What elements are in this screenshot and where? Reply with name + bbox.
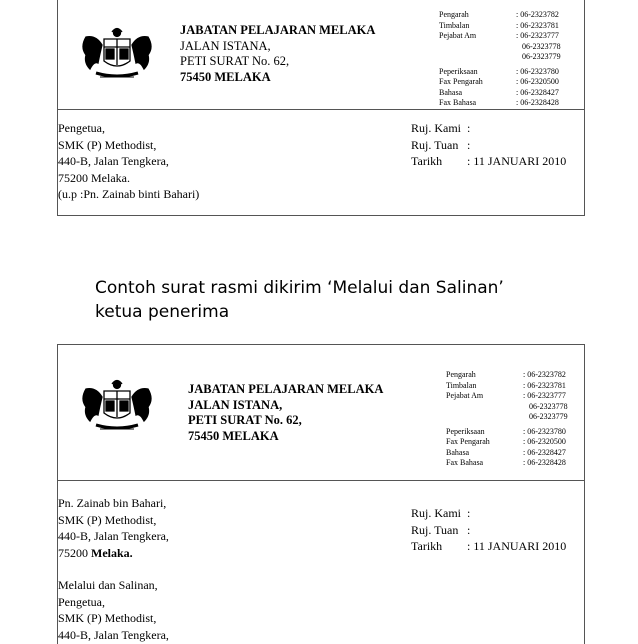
contact-row: Pengarah : 06-2323782 [446,370,566,379]
contact-row: Fax Pengarah : 06-2320500 [446,437,566,446]
org-postcode: 75450 MELAKA [188,428,279,443]
contact-row: Fax Bahasa : 06-2328428 [439,98,559,107]
recipient-line: 440-B, Jalan Tengkera, [58,529,169,543]
contact-row: Pejabat Am : 06-2323777 [446,391,566,400]
org-address [188,382,383,444]
contact-row: Bahasa : 06-2328427 [439,87,559,97]
letterhead [58,345,584,481]
contact-list [439,10,561,109]
recipient-line: Pn. Zainab bin Bahari, [58,496,167,510]
contact-row: Pengarah : 06-2323782 [439,10,559,19]
contact-row: Timbalan : 06-2323781 [446,380,566,390]
contact-row: Fax Bahasa : 06-2328428 [446,458,566,467]
contact-row: 06-2323778 [529,401,568,411]
contact-row: Fax Pengarah : 06-2320500 [439,77,559,86]
reference-block [411,120,566,170]
ref-row: Tarikh : 11 JANUARI 2010 [411,154,567,168]
org-postcode: 75450 MELAKA [180,69,271,84]
caption [95,276,504,324]
contact-row: Peperiksaan : 06-2323780 [446,426,566,436]
org-name: JABATAN PELAJARAN MELAKA [188,382,384,396]
coat-of-arms-icon [76,375,158,439]
letterhead [58,0,584,110]
recipient-city: Melaka. [91,545,133,560]
contact-row: Pejabat Am : 06-2323777 [439,31,559,40]
org-street: JALAN ISTANA, [180,38,271,53]
recipient-line: SMK (P) Methodist, [58,137,157,152]
org-pobox: PETI SURAT No. 62, [188,413,302,427]
contact-row: Timbalan : 06-2323781 [439,20,559,30]
recipient-line: 440-B, Jalan Tengkera, [58,154,169,168]
coat-of-arms-icon [76,23,158,87]
contact-row: Peperiksaan : 06-2323780 [439,66,559,76]
contact-row: Bahasa : 06-2328427 [446,447,566,457]
cc-line: 440-B, Jalan Tengkera, [58,627,169,642]
cc-line: SMK (P) Methodist, [58,611,157,625]
contact-row: 06-2323779 [529,412,568,421]
org-street: JALAN ISTANA, [188,397,283,412]
reference-block [411,505,566,555]
caption-line: ketua penerima [95,302,230,322]
recipient-postcode: 75200 [58,545,88,560]
org-pobox: PETI SURAT No. 62, [180,54,290,68]
contact-row: 06-2323779 [522,52,561,61]
letter-1 [57,0,585,216]
cc-line: Pengetua, [58,594,105,609]
cc-title: Melalui dan Salinan, [58,578,158,592]
letter-2 [57,344,585,644]
recipient-block [58,495,169,643]
recipient-line [58,545,169,562]
ref-row: Ruj. Kami : [411,506,471,520]
recipient-line: (u.p :Pn. Zainab binti Bahari) [58,187,200,201]
recipient-line: SMK (P) Methodist, [58,512,157,527]
recipient-line: 75200 Melaka. [58,170,130,185]
ref-row: Ruj. Kami : [411,121,471,135]
org-address [180,23,375,85]
ref-row: Ruj. Tuan : [411,522,471,537]
contact-list [446,370,568,469]
contact-row: 06-2323778 [522,41,561,51]
caption-line: Contoh surat rasmi dikirim ‘Melalui dan Salinan’ [95,278,504,298]
org-name: JABATAN PELAJARAN MELAKA [180,23,376,37]
ref-row: Ruj. Tuan : [411,137,471,152]
recipient-line: Pengetua, [58,121,105,135]
recipient-block [58,120,199,203]
ref-row: Tarikh : 11 JANUARI 2010 [411,539,567,553]
